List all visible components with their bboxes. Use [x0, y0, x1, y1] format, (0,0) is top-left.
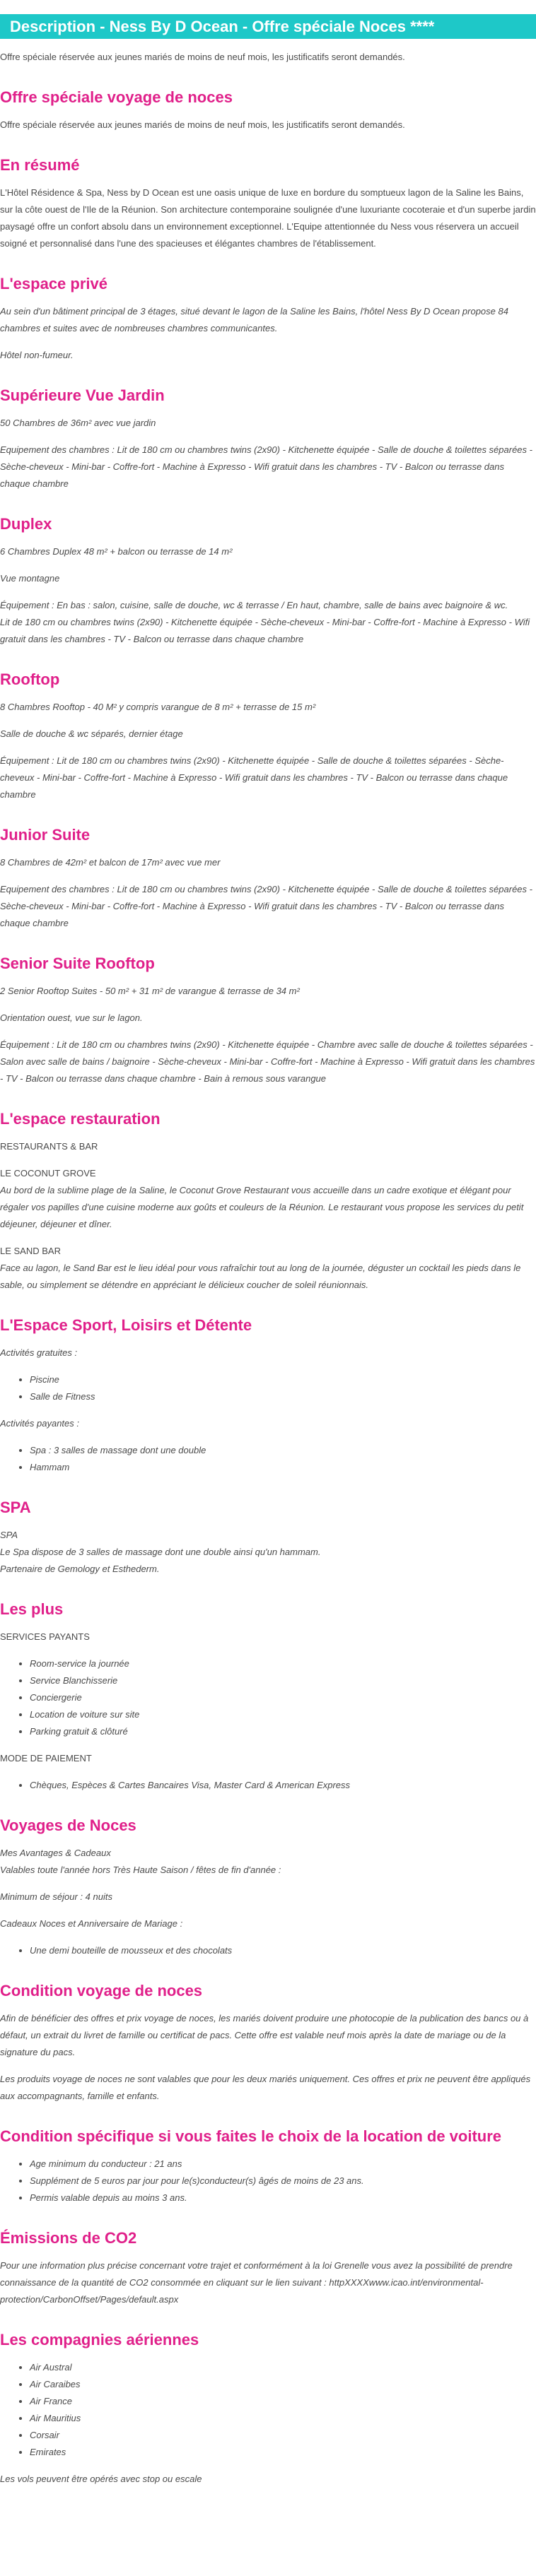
offre-text: Offre spéciale réservée aux jeunes mariés de moins de neuf mois, les justificatifs seront demandés. [0, 119, 405, 130]
senior-heading: Senior Suite Rooftop [0, 955, 155, 972]
duplex-line-1: 6 Chambres Duplex 48 m² + balcon ou terrasse de 14 m² [0, 546, 233, 557]
rooftop-line-1: 8 Chambres Rooftop - 40 M² y compris varangue de 8 m² + terrasse de 15 m² [0, 702, 316, 712]
noces-line-2: Valables toute l'année hors Très Haute Saison / fêtes de fin d'année : [0, 1865, 281, 1875]
restauration-subheading: RESTAURANTS & BAR [0, 1141, 98, 1152]
sport-paid-list [0, 1442, 536, 1476]
rooftop-heading: Rooftop [0, 670, 60, 688]
list-item: • Une demi bouteille de mousseux et des chocolats [30, 1942, 536, 1959]
senior-line-1: 2 Senior Rooftop Suites - 50 m² + 31 m² de varangue & terrasse de 34 m² [0, 986, 300, 996]
senior-line-3: Équipement : Lit de 180 cm ou chambres twins (2x90) - Kitchenette équipée - Chambre avec salle de douche & toilettes séparées - Salon avec salle de bains / baignoire - Sèche-cheveux - Mini-bar - Coffre-fort - Machine à Expresso - Wifi gratuit dans les chambres - TV - Balcon ou terrasse dans chaque chambre - Bain à remous sous varangue [0, 1039, 535, 1084]
junior-heading: Junior Suite [0, 826, 91, 844]
condition-heading: Condition voyage de noces [0, 1982, 203, 1999]
resume-heading: En résumé [0, 156, 80, 174]
payment-list [0, 1777, 536, 1794]
duplex-line-3b: Lit de 180 cm ou chambres twins (2x90) - Kitchenette équipée - Sèche-cheveux - Mini-bar - Coffre-fort - Machine à Expresso - Wifi gratuit dans les chambres - TV - Balcon ou terrasse dans chaque chambre [0, 617, 530, 644]
duplex-line-3a: Équipement : En bas : salon, cuisine, salle de douche, wc & terrasse / En haut, chambre, salle de bains avec baignoire & wc. [0, 600, 508, 610]
junior-line-2: Equipement des chambres : Lit de 180 cm ou chambres twins (2x90) - Kitchenette équipée - Salle de douche & toilettes séparées - Sèche-cheveux - Mini-bar - Coffre-fort - Machine à Expresso - Wifi gratuit dans les chambres - TV - Balcon ou terrasse dans chaque chambre [0, 884, 532, 928]
noces-line-3: Minimum de séjour : 4 nuits [0, 1891, 112, 1902]
junior-line-1: 8 Chambres de 42m² et balcon de 17m² avec vue mer [0, 857, 221, 868]
sport-free-list [0, 1371, 536, 1405]
list-item: • Parking gratuit & clôturé [30, 1723, 536, 1740]
location-list [0, 2156, 536, 2206]
plus-heading: Les plus [0, 1600, 64, 1618]
sport-free-label: Activités gratuites : [0, 1347, 78, 1358]
list-item: • Air Mauritius [30, 2410, 536, 2427]
list-item: • Conciergerie [30, 1689, 536, 1706]
description-content [0, 49, 536, 2488]
list-item: • Air Austral [30, 2359, 536, 2376]
list-item: • Emirates [30, 2444, 536, 2461]
list-item: • Supplément de 5 euros par jour pour le(s)conducteur(s) âgés de moins de 23 ans. [30, 2173, 536, 2190]
list-item: • Piscine [30, 1371, 536, 1388]
list-item: • Spa : 3 salles de massage dont une double [30, 1442, 536, 1459]
noces-heading: Voyages de Noces [0, 1816, 136, 1834]
coconut-text: Au bord de la sublime plage de la Saline, le Coconut Grove Restaurant vous accueille dans un cadre exotique et élégant pour régaler vos papilles d'une cuisine moderne aux goûts et couleurs de la Réunion. Le restaurant vous propose les services du petit déjeuner, déjeuner et dîner. [0, 1185, 524, 1229]
spa-line-2: Le Spa dispose de 3 salles de massage dont une double ainsi qu'un hammam. [0, 1547, 321, 1557]
list-item: • Corsair [30, 2427, 536, 2444]
noces-line-1: Mes Avantages & Cadeaux [0, 1848, 111, 1858]
list-item: • Service Blanchisserie [30, 1672, 536, 1689]
page [0, 14, 536, 2519]
payment-label: MODE DE PAIEMENT [0, 1753, 92, 1763]
list-item: • Salle de Fitness [30, 1388, 536, 1405]
prive-heading: L'espace privé [0, 275, 107, 293]
list-item: • Room-service la journée [30, 1655, 536, 1672]
co2-text: Pour une information plus précise concernant votre trajet et conformément à la loi Grenelle vous avez la possibilité de prendre connaissance de la quantité de CO2 consommée en cliquant sur le lien suivant : httpXXXXwww.icao.int/environmental-protection/CarbonOffset/Pages/default.aspx [0, 2260, 513, 2305]
spa-line-1: SPA [0, 1530, 18, 1540]
coconut-name: LE COCONUT GROVE [0, 1168, 96, 1178]
spa-line-3: Partenaire de Gemology et Esthederm. [0, 1564, 160, 1574]
prive-text-2: Hôtel non-fumeur. [0, 350, 74, 360]
sport-heading: L'Espace Sport, Loisirs et Détente [0, 1316, 252, 1334]
resume-text: L'Hôtel Résidence & Spa, Ness by D Ocean est une oasis unique de luxe en bordure du somptueux lagon de la Saline les Bains, sur la côte ouest de l'Ile de la Réunion. Son architecture contemporaine soulignée d'une luxuriante cocoteraie et d'un superbe jardin paysagé offre un confort absolu dans un environnement exceptionnel. L'Equipe attentionnée du Ness vous réservera un accueil soigné et personnalisé dans l'une des spacieuses et élégantes chambres de l'établissement. [0, 187, 536, 249]
list-item: • Chèques, Espèces & Cartes Bancaires Visa, Master Card & American Express [30, 1777, 536, 1794]
list-item: • Air France [30, 2393, 536, 2410]
co2-heading: Émissions de CO2 [0, 2229, 137, 2247]
duplex-line-2: Vue montagne [0, 573, 60, 584]
offre-heading: Offre spéciale voyage de noces [0, 88, 233, 106]
sand-text: Face au lagon, le Sand Bar est le lieu idéal pour vous rafraîchir tout au long de la journée, déguster un cocktail les pieds dans le sable, ou simplement se détendre en appréciant le délicieux coucher de soleil réunionnais. [0, 1263, 521, 1290]
location-heading: Condition spécifique si vous faites le choix de la location de voiture [0, 2127, 502, 2145]
spa-heading: SPA [0, 1499, 31, 1516]
restauration-heading: L'espace restauration [0, 1110, 161, 1128]
services-list [0, 1655, 536, 1740]
duplex-heading: Duplex [0, 515, 52, 533]
sport-paid-label: Activités payantes : [0, 1418, 79, 1429]
superieure-heading: Supérieure Vue Jardin [0, 386, 165, 404]
condition-text-1: Afin de bénéficier des offres et prix voyage de noces, les mariés doivent produire une photocopie de la publication des bancs ou à défaut, un extrait du livret de famille ou certificat de pacs. Cette offre est valable neuf mois après la date de mariage ou de la signature du pacs. [0, 2013, 529, 2057]
rooftop-line-3: Équipement : Lit de 180 cm ou chambres twins (2x90) - Kitchenette équipée - Salle de douche & toilettes séparées - Sèche-cheveux - Mini-bar - Coffre-fort - Machine à Expresso - Wifi gratuit dans les chambres - TV - Balcon ou terrasse dans chaque chambre [0, 755, 508, 800]
list-item: • Air Caraibes [30, 2376, 536, 2393]
rooftop-line-2: Salle de douche & wc séparés, dernier étage [0, 728, 183, 739]
senior-line-2: Orientation ouest, vue sur le lagon. [0, 1012, 143, 1023]
list-item: • Age minimum du conducteur : 21 ans [30, 2156, 536, 2173]
list-item: • Location de voiture sur site [30, 1706, 536, 1723]
superieure-line-2: Equipement des chambres : Lit de 180 cm ou chambres twins (2x90) - Kitchenette équipée - Salle de douche & toilettes séparées - Sèche-cheveux - Mini-bar - Coffre-fort - Machine à Expresso - Wifi gratuit dans les chambres - TV - Balcon ou terrasse dans chaque chambre [0, 444, 532, 489]
intro-text: Offre spéciale réservée aux jeunes mariés de moins de neuf mois, les justificatifs seront demandés. [0, 52, 405, 62]
noces-line-4: Cadeaux Noces et Anniversaire de Mariage : [0, 1918, 183, 1929]
condition-text-2: Les produits voyage de noces ne sont valables que pour les deux mariés uniquement. Ces offres et prix ne peuvent être appliqués aux accompagnants, famille et enfants. [0, 2074, 531, 2101]
prive-text: Au sein d'un bâtiment principal de 3 étages, situé devant le lagon de la Saline les Bains, l'hôtel Ness By D Ocean propose 84 chambres et suites avec de nombreuses chambres communicantes. [0, 306, 508, 333]
compagnies-list [0, 2359, 536, 2461]
noces-list [0, 1942, 536, 1959]
services-label: SERVICES PAYANTS [0, 1631, 90, 1642]
sand-name: LE SAND BAR [0, 1246, 61, 1256]
list-item: • Hammam [30, 1459, 536, 1476]
superieure-line-1: 50 Chambres de 36m² avec vue jardin [0, 418, 156, 428]
page-title-banner: Description - Ness By D Ocean - Offre spéciale Noces **** [0, 14, 536, 39]
list-item: • Permis valable depuis au moins 3 ans. [30, 2190, 536, 2206]
compagnies-heading: Les compagnies aériennes [0, 2331, 199, 2348]
compagnies-footer: Les vols peuvent être opérés avec stop ou escale [0, 2474, 202, 2484]
